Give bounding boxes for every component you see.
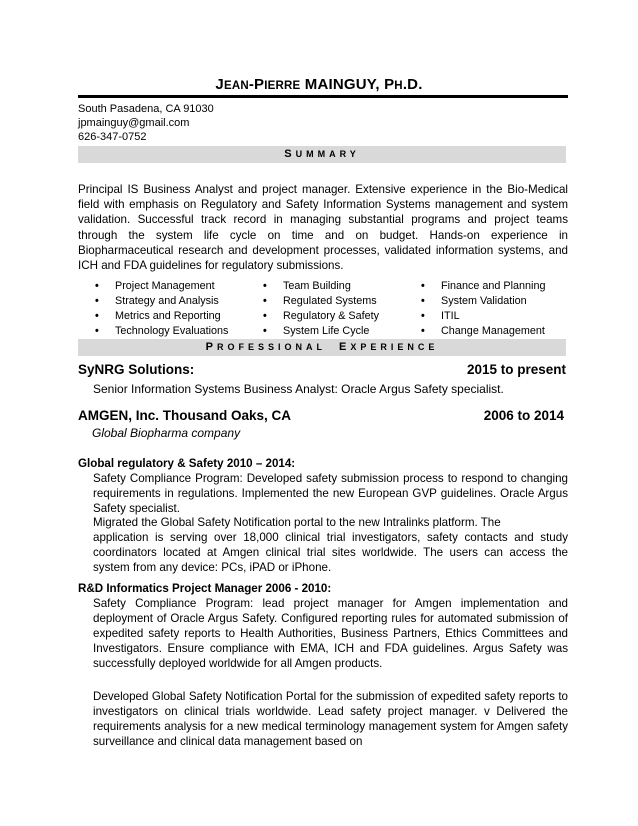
skills-column-1 [95, 279, 228, 339]
skill-item: • Change Management [421, 324, 545, 339]
candidate-name [0, 76, 638, 93]
heading-part: E [339, 341, 351, 353]
skills-column-2 [263, 279, 379, 339]
skill-item: • Finance and Planning [421, 279, 545, 294]
role-paragraph: Safety Compliance Program: lead project manager for Amgen implementation and deployment of Oracle Argus Safety. Configured reporting rules for automated submission of expedited safety reports to Health Authorities, Business Partners, Ethics Committees and Investigators. Ensure compliance with EMA, ICH and FDA guidelines. Argus Safety was successfully deployed worldwide for all Amgen products. [93, 597, 568, 670]
job-amgen [78, 408, 564, 423]
company-name: AMGEN, Inc. Thousand Oaks, CA [78, 408, 292, 423]
name-part: .D. [402, 76, 423, 93]
skill-item: • ITIL [421, 309, 545, 324]
role-paragraph: Developed Global Safety Notification Portal for the submission of expedited safety reports to investigators on clinical trials worldwide. Lead safety project manager. v Delivered the requirements analysis for a new medical terminology management system for Amgen safety surveillance and clinical data management based on [93, 690, 568, 748]
name-part: -P [248, 76, 265, 93]
experience-heading [78, 339, 566, 356]
heading-part: ROFESSIONAL [216, 342, 326, 352]
heading-part: UMMARY [295, 149, 360, 159]
name-part: IERRE [264, 80, 301, 92]
heading-part: S [284, 148, 296, 160]
skill-item: • Strategy and Analysis [95, 294, 228, 309]
heading-part: XPERIENCE [350, 342, 439, 352]
skill-item: • Technology Evaluations [95, 324, 228, 339]
name-part: MAINGUY, P [300, 76, 395, 93]
job-dates: 2006 to 2014 [483, 408, 564, 423]
name-part: J [215, 76, 224, 93]
contact-phone: 626-347-0752 [78, 131, 147, 143]
role-heading: R&D Informatics Project Manager 2006 - 2010: [78, 582, 332, 595]
role-heading: Global regulatory & Safety 2010 – 2014: [78, 457, 296, 470]
skill-item: • Metrics and Reporting [95, 309, 228, 324]
skill-item: • Regulated Systems [263, 294, 379, 309]
heading-part: P [205, 341, 217, 353]
skill-item: • Team Building [263, 279, 379, 294]
role-paragraph: application is serving over 18,000 clinical trial investigators, safety contacts and study coordinators located at Amgen clinical trial sites worldwide. The users can access the system from any device: PCs, iPAD or iPhone. [93, 531, 568, 574]
header-divider [78, 95, 568, 98]
skill-item: • Regulatory & Safety [263, 309, 379, 324]
role-paragraph: Safety Compliance Program: Developed safety submission process to respond to changing requirements in regulations. Implemented the new European GVP guidelines. Oracle Argus Safety specialist. [93, 472, 568, 515]
contact-address: South Pasadena, CA 91030 [78, 103, 214, 115]
role-paragraph: Migrated the Global Safety Notification portal to the new Intralinks platform. The [93, 516, 501, 529]
company-name: SyNRG Solutions: [78, 362, 195, 377]
skill-item: • Project Management [95, 279, 228, 294]
job-synrg [78, 362, 566, 377]
skills-column-3 [421, 279, 545, 339]
job-dates: 2015 to present [466, 362, 566, 377]
job-title: Senior Information Systems Business Analyst: Oracle Argus Safety specialist. [93, 382, 504, 396]
contact-email: jpmainguy@gmail.com [78, 117, 190, 129]
summary-text: Principal IS Business Analyst and project manager. Extensive experience in the Bio-Medical field with emphasis on Regulatory and Safety Information Systems management and system validation. Successful track record in managing substantial programs and project teams through the system life cycle on time and on budget. Hands-on experience in Biopharmaceutical research and development processes, validated information systems, and ICH and FDA guidelines for regulatory submissions. [78, 183, 568, 273]
company-subtitle: Global Biopharma company [92, 426, 241, 440]
name-part: H [394, 80, 403, 92]
skill-item: • System Life Cycle [263, 324, 379, 339]
summary-heading [78, 146, 566, 163]
name-part: EAN [223, 80, 249, 92]
skill-item: • System Validation [421, 294, 545, 309]
